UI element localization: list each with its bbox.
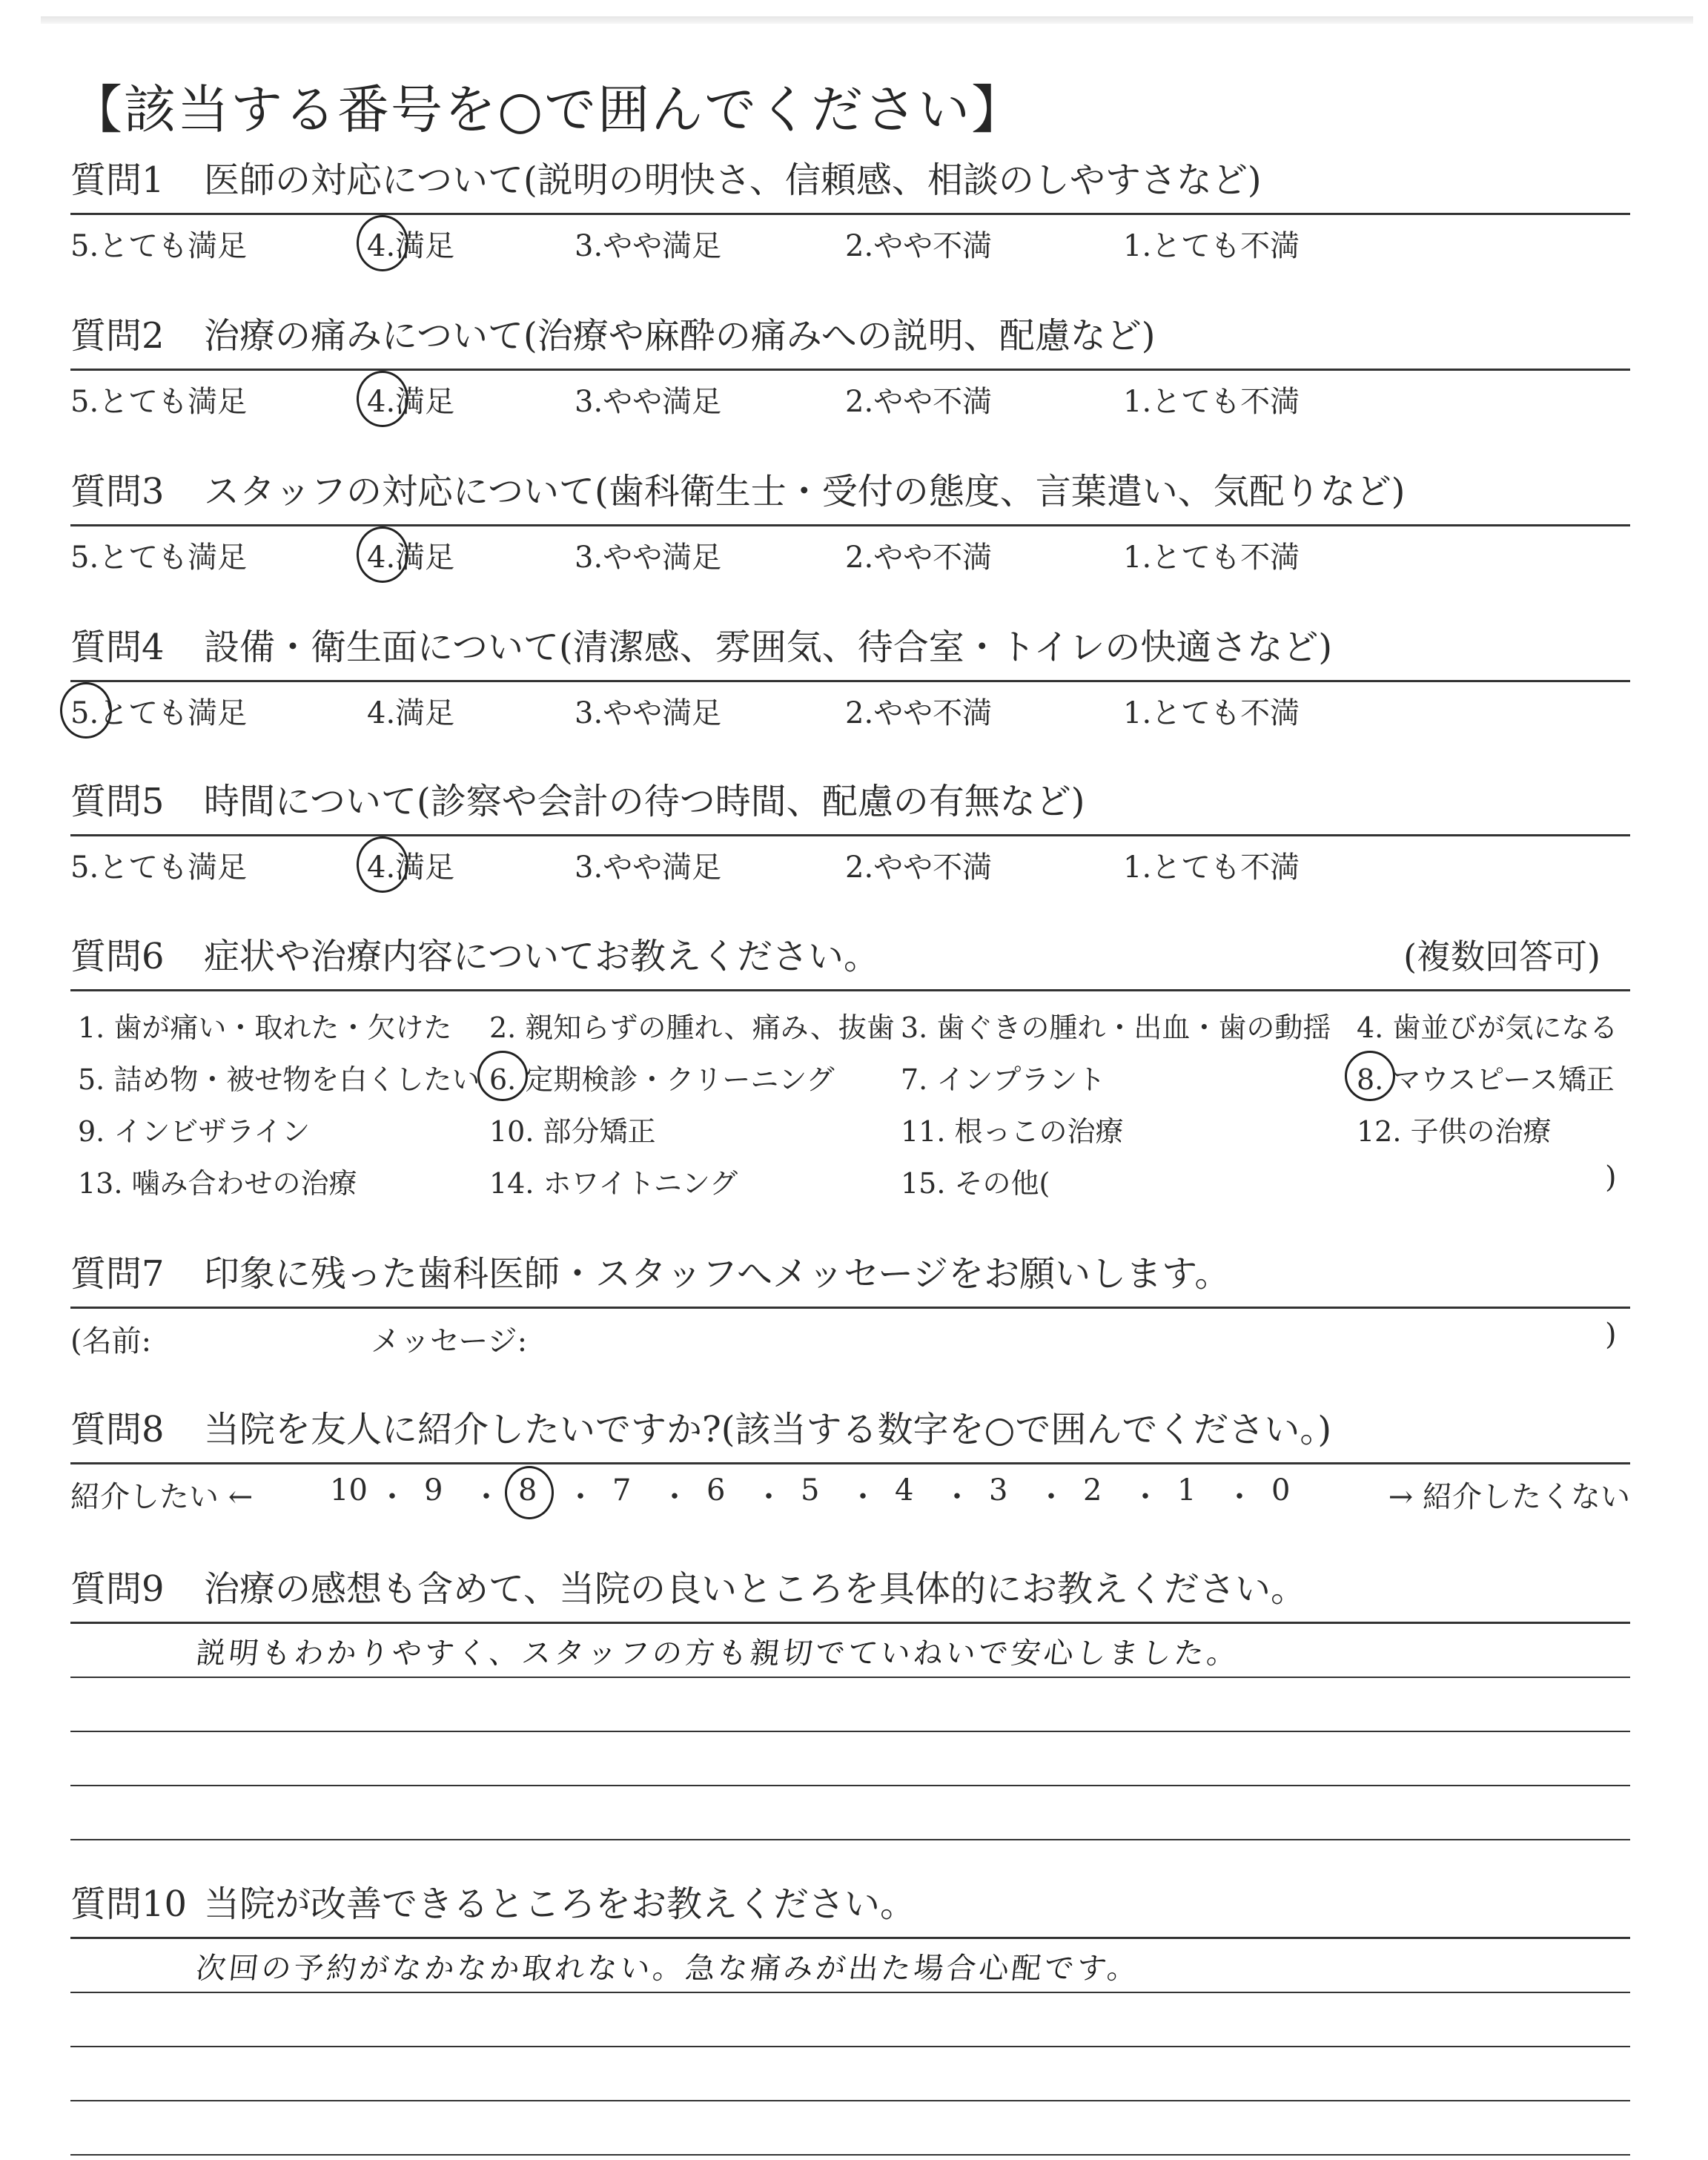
- rating-option[interactable]: 4.満足: [367, 229, 455, 263]
- treatment-option[interactable]: 11. 根っこの治療: [901, 1115, 1124, 1148]
- rating-option[interactable]: 1.とても不満: [1123, 851, 1300, 885]
- treatment-option[interactable]: 10. 部分矯正: [489, 1115, 656, 1148]
- rating-option[interactable]: 2.やや不満: [845, 541, 993, 575]
- rating-option[interactable]: 2.やや不満: [845, 851, 993, 885]
- handwritten-answer: 説明もわかりやすく、スタッフの方も親切でていねいで安心しました。: [194, 1636, 1242, 1671]
- answer-line: [70, 1993, 1630, 2047]
- answer-line: [70, 1786, 1630, 1840]
- rating-option[interactable]: 3.やや満足: [575, 541, 722, 575]
- question-number: 質問4: [70, 627, 165, 668]
- scale-dot: ・: [471, 1480, 501, 1514]
- treatment-option[interactable]: 2. 親知らずの腫れ、痛み、抜歯: [489, 1011, 895, 1044]
- rating-option[interactable]: 5.とても満足: [70, 541, 248, 575]
- question-5: [70, 781, 1630, 885]
- selection-circle: [505, 1466, 554, 1519]
- treatment-option[interactable]: 12. 子供の治療: [1357, 1115, 1552, 1148]
- question-text: 印象に残った歯科医師・スタッフへメッセージをお願いします。: [204, 1253, 1231, 1295]
- multiple-answer-note: (複数回答可): [1403, 937, 1601, 977]
- selection-circle: [60, 682, 112, 739]
- question-number: 質問6: [70, 936, 165, 977]
- rating-option[interactable]: 2.やや不満: [845, 696, 993, 730]
- treatment-option[interactable]: 1. 歯が痛い・取れた・欠けた: [78, 1011, 452, 1044]
- recommend-score[interactable]: 7: [612, 1473, 632, 1507]
- question-text: 当院を友人に紹介したいですか?(該当する数字を○で囲んでください。): [204, 1409, 1332, 1450]
- recommend-score[interactable]: 9: [424, 1473, 443, 1507]
- rating-option[interactable]: 3.やや満足: [575, 696, 722, 730]
- question-1: [70, 159, 1630, 263]
- question-text: 医師の対応について(説明の明快さ、信頼感、相談のしやすさなど): [204, 159, 1262, 201]
- rating-option[interactable]: 3.やや満足: [575, 385, 722, 419]
- rating-option[interactable]: 5.とても満足: [70, 229, 248, 263]
- recommend-left-label: 紹介したい ←: [70, 1480, 254, 1514]
- treatment-option[interactable]: 13. 噛み合わせの治療: [78, 1167, 357, 1200]
- recommend-score[interactable]: 1: [1177, 1473, 1196, 1507]
- question-number: 質問10: [70, 1883, 188, 1925]
- rating-option[interactable]: 3.やや満足: [575, 851, 722, 885]
- scale-dot: ・: [1131, 1480, 1160, 1514]
- scale-dot: ・: [660, 1480, 689, 1514]
- treatment-option[interactable]: 6. 定期検診・クリーニング: [489, 1063, 835, 1096]
- selection-circle: [477, 1051, 528, 1101]
- form-header: 【該当する番号を○で囲んでください】: [70, 79, 1025, 140]
- question-text: 症状や治療内容についてお教えください。: [204, 936, 880, 977]
- treatment-option[interactable]: 14. ホワイトニング: [489, 1167, 738, 1200]
- question-number: 質問9: [70, 1568, 165, 1610]
- question-number: 質問3: [70, 471, 165, 512]
- rating-options: [70, 682, 1630, 730]
- scale-dot: ・: [848, 1480, 878, 1514]
- rating-option[interactable]: 1.とても不満: [1123, 541, 1300, 575]
- message-close-paren: ): [1605, 1318, 1617, 1352]
- recommend-score[interactable]: 8: [518, 1473, 537, 1507]
- recommend-score[interactable]: 6: [706, 1473, 726, 1507]
- question-7: [70, 1253, 1630, 1358]
- rating-option[interactable]: 3.やや満足: [575, 229, 722, 263]
- rating-option[interactable]: 5.とても満足: [70, 851, 248, 885]
- name-label: (名前:: [70, 1324, 152, 1358]
- recommend-score[interactable]: 10: [330, 1473, 368, 1507]
- rating-option[interactable]: 5.とても満足: [70, 385, 248, 419]
- rating-option[interactable]: 4.満足: [367, 385, 455, 419]
- question-text: 設備・衛生面について(清潔感、雰囲気、待合室・トイレの快適さなど): [204, 627, 1333, 668]
- question-3: [70, 471, 1630, 575]
- selection-circle: [1345, 1051, 1395, 1101]
- question-8: [70, 1409, 1630, 1516]
- treatment-option[interactable]: 3. 歯ぐきの腫れ・出血・歯の動揺: [901, 1011, 1331, 1044]
- question-text: 治療の感想も含めて、当院の良いところを具体的にお教えください。: [204, 1568, 1307, 1610]
- selection-circle: [357, 371, 408, 427]
- scale-dot: ・: [942, 1480, 972, 1514]
- treatment-option[interactable]: 7. インプラント: [901, 1063, 1106, 1096]
- recommend-score[interactable]: 2: [1083, 1473, 1102, 1507]
- question-number: 質問1: [70, 159, 165, 201]
- scale-dot: ・: [1036, 1480, 1066, 1514]
- answer-line: [70, 1678, 1630, 1732]
- treatment-options: [70, 991, 1630, 1206]
- rating-options: [70, 371, 1630, 419]
- question-number: 質問8: [70, 1409, 165, 1450]
- other-close-paren: ): [1605, 1160, 1617, 1195]
- rating-options: [70, 836, 1630, 885]
- question-9: [70, 1568, 1630, 1840]
- rating-option[interactable]: 2.やや不満: [845, 229, 993, 263]
- treatment-option[interactable]: 9. インビザライン: [78, 1115, 311, 1148]
- rating-option[interactable]: 1.とても不満: [1123, 696, 1300, 730]
- question-number: 質問5: [70, 781, 165, 822]
- rating-options: [70, 215, 1630, 263]
- question-number: 質問2: [70, 315, 165, 357]
- rating-option[interactable]: 4.満足: [367, 851, 455, 885]
- scale-dot: ・: [566, 1480, 595, 1514]
- treatment-option[interactable]: 4. 歯並びが気になる: [1357, 1011, 1618, 1044]
- rating-option[interactable]: 1.とても不満: [1123, 229, 1300, 263]
- question-text: 治療の痛みについて(治療や麻酔の痛みへの説明、配慮など): [204, 315, 1156, 357]
- question-10: [70, 1883, 1630, 2156]
- rating-option[interactable]: 4.満足: [367, 696, 455, 730]
- scan-top-edge: [41, 16, 1693, 24]
- question-text: スタッフの対応について(歯科衛生士・受付の態度、言葉遣い、気配りなど): [204, 471, 1406, 512]
- recommend-score[interactable]: 3: [989, 1473, 1008, 1507]
- rating-option[interactable]: 2.やや不満: [845, 385, 993, 419]
- rating-option[interactable]: 1.とても不満: [1123, 385, 1300, 419]
- rating-option[interactable]: 5.とても満足: [70, 696, 248, 730]
- handwritten-answer: 次回の予約がなかなか取れない。急な痛みが出た場合心配です。: [194, 1952, 1142, 1986]
- recommend-score[interactable]: 0: [1271, 1473, 1291, 1507]
- rating-options: [70, 526, 1630, 575]
- answer-line: [70, 1624, 1630, 1678]
- question-4: [70, 627, 1630, 730]
- answer-line: [70, 1939, 1630, 1993]
- selection-circle: [357, 526, 408, 583]
- treatment-option[interactable]: 8. マウスピース矯正: [1357, 1063, 1615, 1096]
- answer-line: [70, 1732, 1630, 1786]
- treatment-option[interactable]: 15. その他(: [901, 1167, 1050, 1200]
- recommend-right-label: → 紹介したくない: [1388, 1480, 1630, 1514]
- scale-dot: ・: [377, 1480, 407, 1514]
- question-number: 質問7: [70, 1253, 165, 1295]
- answer-line: [70, 2047, 1630, 2101]
- scale-dot: ・: [1225, 1480, 1254, 1514]
- treatment-option[interactable]: 5. 詰め物・被せ物を白くしたい: [78, 1063, 480, 1096]
- answer-line: [70, 2101, 1630, 2156]
- recommend-scale: [70, 1464, 1630, 1516]
- question-6: [70, 936, 1630, 1206]
- rating-option[interactable]: 4.満足: [367, 541, 455, 575]
- selection-circle: [357, 836, 408, 893]
- recommend-score[interactable]: 4: [895, 1473, 914, 1507]
- message-label: メッセージ:: [371, 1324, 528, 1358]
- question-text: 当院が改善できるところをお教えください。: [204, 1883, 916, 1925]
- question-text: 時間について(診察や会計の待つ時間、配慮の有無など): [204, 781, 1085, 822]
- scale-dot: ・: [754, 1480, 784, 1514]
- selection-circle: [357, 215, 408, 271]
- recommend-score[interactable]: 5: [801, 1473, 820, 1507]
- question-2: [70, 315, 1630, 419]
